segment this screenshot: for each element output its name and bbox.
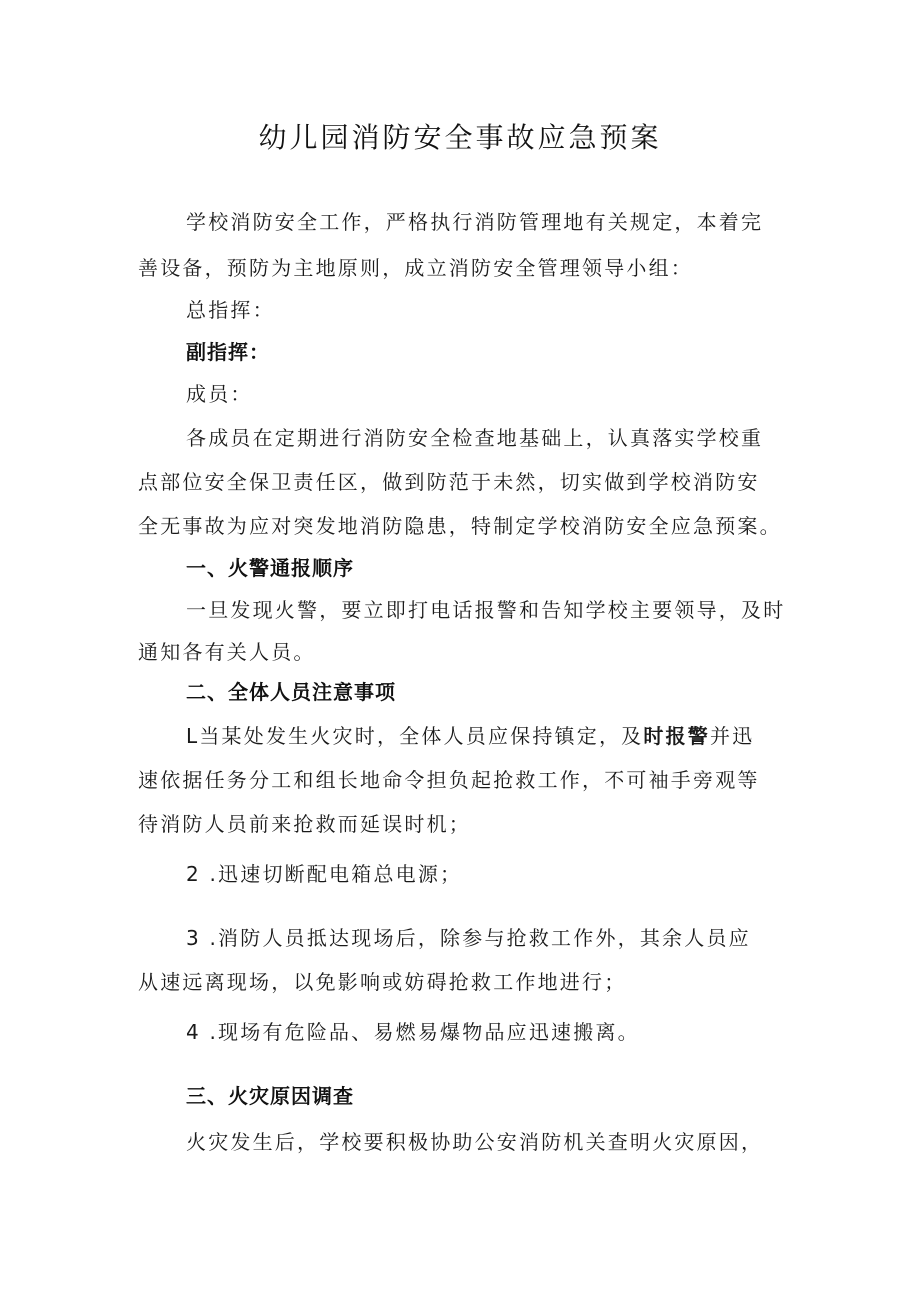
item1-text-post: 并迅 xyxy=(709,724,755,748)
section3-line-1: 火灾发生后，学校要积极协助公安消防机关查明火灾原因， xyxy=(186,1130,764,1154)
intro-line-1: 学校消防安全工作，严格执行消防管理地有关规定，本着完 xyxy=(186,210,764,234)
duty-line-1: 各成员在定期进行消防安全检查地基础上，认真落实学校重 xyxy=(186,426,764,450)
section2-item4: 4 .现场有危险品、易燃易爆物品应迅速搬离。 xyxy=(186,1020,640,1044)
item1-text-pre: L当某处发生火灾时，全体人员应保持镇定，及 xyxy=(186,724,644,748)
item1-text-bold: 时报警 xyxy=(643,724,710,748)
section3-heading: 三、火灾原因调查 xyxy=(186,1084,354,1108)
section1-line-2: 通知各有关人员。 xyxy=(138,640,316,664)
section2-item1-line-1 xyxy=(186,722,754,750)
document-title: 幼儿园消防安全事故应急预案 xyxy=(258,121,662,154)
section2-heading: 二、全体人员注意事项 xyxy=(186,680,396,704)
duty-line-2: 点部位安全保卫责任区，做到防范于未然，切实做到学校消防安 xyxy=(138,470,760,494)
section1-line-1: 一旦发现火警，要立即打电话报警和告知学校主要领导，及时 xyxy=(186,598,786,622)
section2-item1-line-3: 待消防人员前来抢救而延误时机； xyxy=(138,812,471,836)
section1-heading: 一、火警通报顺序 xyxy=(186,556,354,580)
duty-line-3: 全无事故为应对突发地消防隐患，特制定学校消防安全应急预案。 xyxy=(138,514,782,538)
section2-item1-line-2: 速依据任务分工和组长地命令担负起抢救工作，不可袖手旁观等 xyxy=(138,768,760,792)
section2-item3-line-2: 从速远离现场，以免影响或妨碍抢救工作地进行； xyxy=(138,970,627,994)
deputy-label: 副指挥： xyxy=(186,340,270,364)
section2-item2: 2 .迅速切断配电箱总电源； xyxy=(186,862,463,886)
commander-label: 总指挥： xyxy=(186,298,275,322)
members-label: 成员： xyxy=(186,382,253,406)
section2-item3-line-1: 3 .消防人员抵达现场后，除参与抢救工作外，其余人员应 xyxy=(186,926,751,950)
intro-line-2: 善设备，预防为主地原则，成立消防安全管理领导小组： xyxy=(138,256,693,280)
